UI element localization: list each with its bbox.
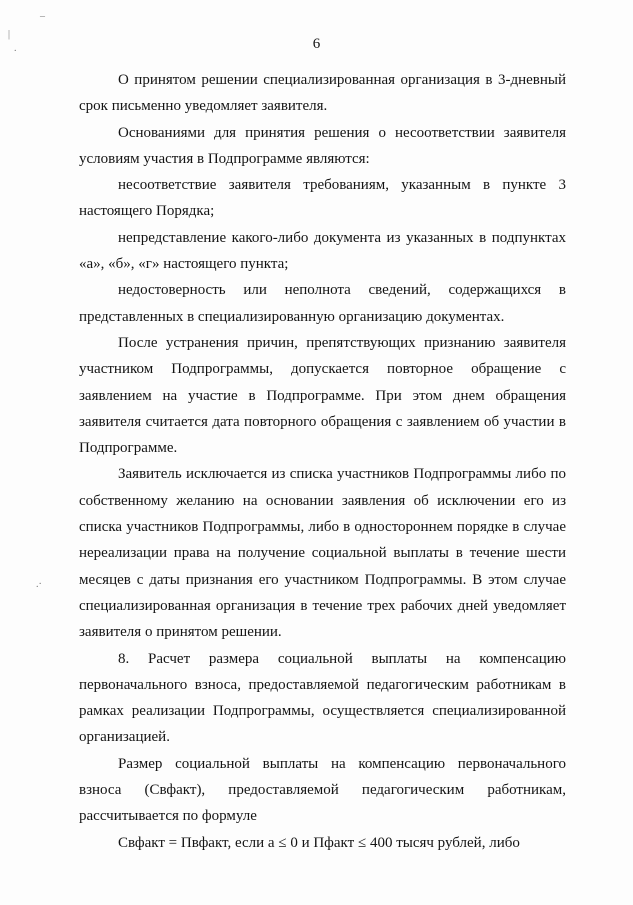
paragraph: Размер социальной выплаты на компенсацию первоначального взноса (Свфакт), предоставляемой педагогическим работникам, рассчитывается по формуле: [79, 755, 566, 825]
paragraph: непредставление какого-либо документа из указанных в подпунктах «а», «б», «г» настоящего пункта;: [79, 229, 566, 273]
document-body: [79, 67, 566, 856]
paragraph: После устранения причин, препятствующих признанию заявителя участником Подпрограммы, допускается повторное обращение с заявлением на участие в Подпрограмме. При этом днем обращения заявителя считается дата повторного обращения с заявлением об участии в Подпрограмме.: [79, 334, 566, 457]
scan-artifact: |: [8, 29, 11, 40]
paragraph: недостоверность или неполнота сведений, содержащихся в представленных в специализированную организацию документах.: [79, 282, 566, 325]
page-number: 6: [312, 36, 321, 52]
paragraph: несоответствие заявителя требованиям, указанным в пункте 3 настоящего Порядка;: [79, 177, 566, 220]
paragraph: 8. Расчет размера социальной выплаты на компенсацию первоначального взноса, предоставляемой педагогическим работникам в рамках реализации Подпрограммы, осуществляется специализированной организацией.: [79, 650, 566, 746]
scan-artifact: .·: [36, 579, 42, 590]
paragraph: О принятом решении специализированная организация в 3-дневный срок письменно уведомляет заявителя.: [79, 72, 566, 115]
scan-artifact: .: [14, 43, 17, 54]
paragraph: Основаниями для принятия решения о несоответствии заявителя условиям участия в Подпрограмме являются:: [79, 124, 566, 167]
formula: Свфакт = Пвфакт, если а ≤ 0 и Пфакт ≤ 400 тысяч рублей, либо: [118, 834, 520, 851]
paragraph: Заявитель исключается из списка участников Подпрограммы либо по собственному желанию на основании заявления об исключении его из списка участников Подпрограммы, либо в одностороннем порядке в случае нереализации права на получение социальной выплаты в течение шести месяцев с даты признания его участником Подпрограммы. В этом случае специализированная организация в течение трех рабочих дней уведомляет заявителя о принятом решении.: [79, 466, 566, 641]
scan-artifact: –: [40, 11, 45, 22]
